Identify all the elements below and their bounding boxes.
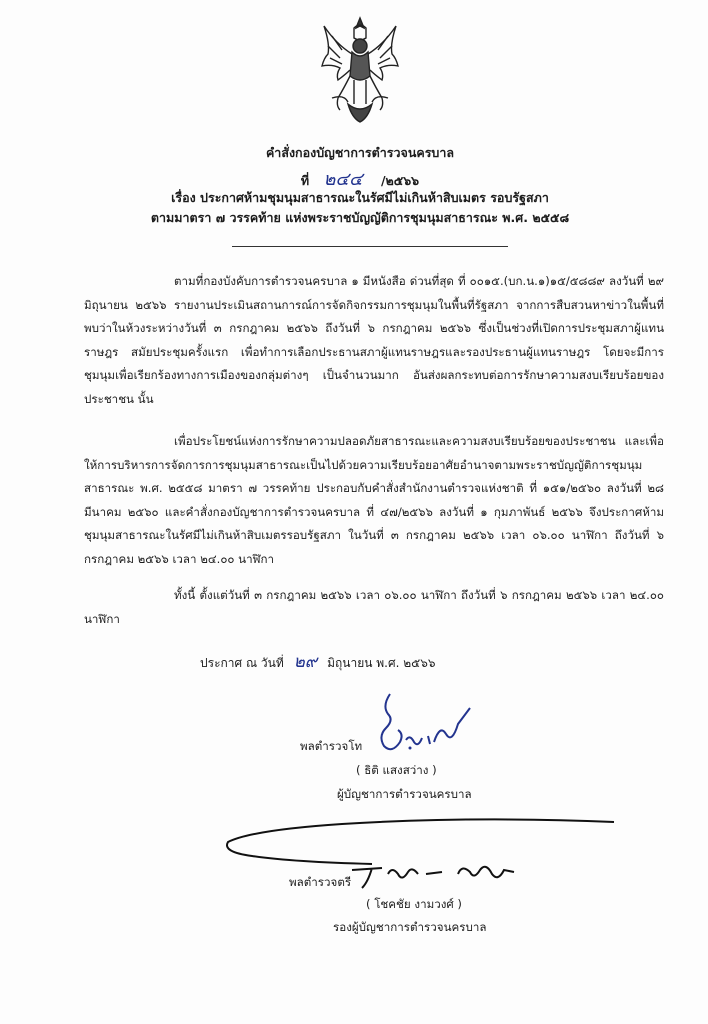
signatory-2-rank: พลตำรวจตรี (289, 875, 352, 889)
paragraph-1 (84, 270, 664, 411)
order-heading: คำสั่งกองบัญชาการตำรวจนครบาล (265, 145, 455, 160)
paragraph-3 (84, 584, 664, 631)
announcement-prefix: ประกาศ ณ วันที่ (200, 656, 284, 670)
announcement-date (200, 648, 435, 675)
announcement-day-handwritten: ๒๙ (293, 652, 318, 672)
signatory-2-name: ( โชคชัย งามวงศ์ ) (366, 897, 462, 911)
announcement-suffix: มิถุนายน พ.ศ. ๒๕๖๖ (327, 656, 436, 670)
order-number-handwritten: ๒๔๔ (323, 169, 363, 190)
paragraph-3-text: ทั้งนี้ ตั้งแต่วันที่ ๓ กรกฎาคม ๒๕๖๖ เวลา ๐๖.๐๐ นาฬิกา ถึงวันที่ ๖ กรกฎาคม ๒๕๖๖ เวลา ๒๔.๐๐ นาฬิกา (84, 588, 664, 626)
signature-1-image (360, 684, 490, 764)
signatory-2-title: รองผู้บัญชาการตำรวจนครบาล (333, 920, 487, 934)
signatory-1-name: ( ธิติ แสงสว่าง ) (356, 763, 437, 777)
signatory-1-rank: พลตำรวจโท (300, 739, 363, 753)
paragraph-2 (84, 430, 664, 571)
paragraph-1-text: ตามที่กองบังคับการตำรวจนครบาล ๑ มีหนังสือ ด่วนที่สุด ที่ ๐๐๑๕.(บก.น.๑)๑๕/๕๘๘๙ ลงวันที่ ๒๙ มิถุนายน ๒๕๖๖ รายงานประเมินสถานการณ์การจัดกิจกรรมการชุมนุมในพื้นที่รัฐสภา จากการสืบสวนหาข่าวในพื้นที่ พบว่าในห้วงระหว่างวันที่ ๓ กรกฎาคม ๒๕๖๖ ถึงวันที่ ๖ กรกฎาคม ๒๕๖๖ ซึ่งเป็นช่วงที่เปิดการประชุมสภาผู้แทนราษฎร สมัยประชุมครั้งแรก เพื่อทำการเลือกประธานสภาผู้แทนราษฎรและรองประธานผู้แทนราษฎร โดยจะมีการชุมนุมเพื่อเรียกร้องทางการเมืองของกลุ่มต่างๆ เป็นจำนวนมาก อันส่งผลกระทบต่อการรักษาความสงบเรียบร้อยของประชาชน นั้น (84, 274, 664, 406)
order-number-suffix: /๒๕๖๖ (380, 173, 420, 188)
garuda-emblem-icon (318, 14, 402, 126)
header-divider (232, 246, 508, 247)
order-number-prefix: ที่ (300, 173, 310, 188)
signatory-1-title: ผู้บัญชาการตำรวจนครบาล (337, 787, 472, 801)
order-authority: ตามมาตรา ๗ วรรคท้าย แห่งพระราชบัญญัติการชุมนุมสาธารณะ พ.ศ. ๒๕๕๘ (150, 210, 570, 225)
signature-2-image (222, 812, 622, 896)
order-subject: เรื่อง ประกาศห้ามชุมนุมสาธารณะในรัศมีไม่เกินห้าสิบเมตร รอบรัฐสภา (171, 190, 549, 205)
paragraph-2-text: เพื่อประโยชน์แห่งการรักษาความปลอดภัยสาธารณะและความสงบเรียบร้อยของประชาชน และเพื่อให้การบริหารการจัดการการชุมนุมสาธารณะเป็นไปด้วยความเรียบร้อยอาศัยอำนาจตามพระราชบัญญัติการชุมนุมสาธารณะ พ.ศ. ๒๕๕๘ มาตรา ๗ วรรคท้าย ประกอบกับคำสั่งสำนักงานตำรวจแห่งชาติ ที่ ๑๕๑/๒๕๖๐ ลงวันที่ ๒๘ มีนาคม ๒๕๖๐ และคำสั่งกองบัญชาการตำรวจนครบาล ที่ ๔๗/๒๕๖๖ ลงวันที่ ๑ กุมภาพันธ์ ๒๕๖๖ จึงประกาศห้ามชุมนุมสาธารณะในรัศมีไม่เกินห้าสิบเมตรรอบรัฐสภา ในวันที่ ๓ กรกฎาคม ๒๕๖๖ เวลา ๐๖.๐๐ นาฬิกา ถึงวันที่ ๖ กรกฎาคม ๒๕๖๖ เวลา ๒๔.๐๐ นาฬิกา (84, 434, 664, 566)
